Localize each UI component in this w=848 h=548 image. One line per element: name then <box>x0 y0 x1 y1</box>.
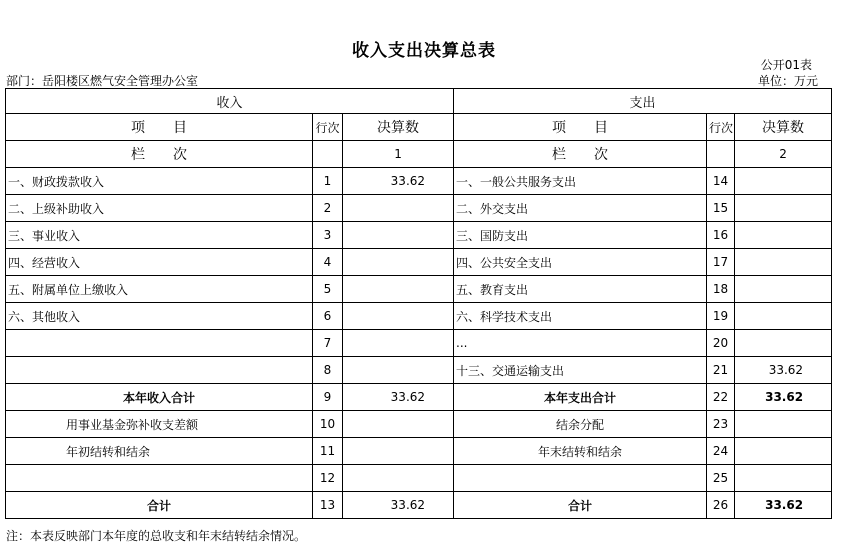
expense-item: 二、外交支出 <box>454 195 707 222</box>
income-item-header: 项 目 <box>6 114 313 141</box>
expense-section-header: 支出 <box>454 89 832 114</box>
footnote: 注：本表反映部门本年度的总收支和年末结转结余情况。 <box>6 529 307 543</box>
expense-amount: 33.62 <box>735 357 832 384</box>
expense-line-no: 25 <box>707 465 735 492</box>
expense-line-no: 23 <box>707 411 735 438</box>
expense-amount <box>735 303 832 330</box>
expense-item: 结余分配 <box>454 411 707 438</box>
income-amount <box>343 357 454 384</box>
expense-line-no: 16 <box>707 222 735 249</box>
expense-line-no: 26 <box>707 492 735 519</box>
income-line-no: 8 <box>313 357 343 384</box>
column-index-row <box>6 141 832 168</box>
income-item: 二、上级补助收入 <box>6 195 313 222</box>
income-amount-header: 决算数 <box>343 114 454 141</box>
income-item <box>6 357 313 384</box>
expense-annual-total-label: 本年支出合计 <box>454 384 707 411</box>
income-grand-total-amount: 33.62 <box>343 492 454 519</box>
expense-line-no: 21 <box>707 357 735 384</box>
income-item <box>6 330 313 357</box>
annual-total-row <box>6 384 832 411</box>
expense-item: 一、一般公共服务支出 <box>454 168 707 195</box>
table-row <box>6 438 832 465</box>
expense-item: ... <box>454 330 707 357</box>
expense-amount <box>735 249 832 276</box>
table-row <box>6 222 832 249</box>
unit-label: 单位：万元 <box>757 74 818 88</box>
income-line-no: 12 <box>313 465 343 492</box>
expense-item-header: 项 目 <box>454 114 707 141</box>
expense-item: 六、科学技术支出 <box>454 303 707 330</box>
expense-line-no: 20 <box>707 330 735 357</box>
income-line-no: 4 <box>313 249 343 276</box>
expense-item <box>454 465 707 492</box>
expense-amount <box>735 438 832 465</box>
table-row <box>6 411 832 438</box>
income-amount <box>343 465 454 492</box>
income-annual-total-label: 本年收入合计 <box>6 384 313 411</box>
form-number: 公开01表 <box>760 58 812 72</box>
expense-grand-total-label: 合计 <box>454 492 707 519</box>
column-header-row <box>6 114 832 141</box>
expense-line-no: 15 <box>707 195 735 222</box>
income-amount <box>343 195 454 222</box>
income-column-label: 栏 次 <box>6 141 313 168</box>
income-line-no: 13 <box>313 492 343 519</box>
income-amount <box>343 222 454 249</box>
expense-amount <box>735 195 832 222</box>
income-amount <box>343 249 454 276</box>
income-item: 一、财政拨款收入 <box>6 168 313 195</box>
income-expense-table <box>5 88 832 519</box>
income-line-no: 5 <box>313 276 343 303</box>
expense-amount <box>735 168 832 195</box>
income-line-no: 6 <box>313 303 343 330</box>
income-line-no: 11 <box>313 438 343 465</box>
department-label: 部门：岳阳楼区燃气安全管理办公室 <box>6 74 199 88</box>
income-amount <box>343 330 454 357</box>
expense-item: 三、国防支出 <box>454 222 707 249</box>
income-line-no: 2 <box>313 195 343 222</box>
expense-line-no: 17 <box>707 249 735 276</box>
expense-amount <box>735 222 832 249</box>
income-line-no-header: 行次 <box>313 114 343 141</box>
expense-line-no: 18 <box>707 276 735 303</box>
table-row <box>6 303 832 330</box>
income-item: 六、其他收入 <box>6 303 313 330</box>
income-item: 四、经营收入 <box>6 249 313 276</box>
expense-column-blank <box>707 141 735 168</box>
income-annual-total-amount: 33.62 <box>343 384 454 411</box>
section-header-row <box>6 89 832 114</box>
income-amount <box>343 276 454 303</box>
expense-amount <box>735 411 832 438</box>
table-row <box>6 276 832 303</box>
report-title: 收入支出决算总表 <box>352 41 496 61</box>
expense-line-no: 24 <box>707 438 735 465</box>
income-line-no: 3 <box>313 222 343 249</box>
expense-line-no-header: 行次 <box>707 114 735 141</box>
income-item <box>6 465 313 492</box>
expense-amount <box>735 465 832 492</box>
table-row <box>6 465 832 492</box>
income-line-no: 1 <box>313 168 343 195</box>
expense-item: 五、教育支出 <box>454 276 707 303</box>
grand-total-row <box>6 492 832 519</box>
table-row <box>6 195 832 222</box>
table-row <box>6 168 832 195</box>
table-row <box>6 330 832 357</box>
income-grand-total-label: 合计 <box>6 492 313 519</box>
income-amount: 33.62 <box>343 168 454 195</box>
income-line-no: 7 <box>313 330 343 357</box>
expense-item: 年末结转和结余 <box>454 438 707 465</box>
income-amount <box>343 438 454 465</box>
expense-line-no: 22 <box>707 384 735 411</box>
table-row <box>6 357 832 384</box>
expense-amount-header: 决算数 <box>735 114 832 141</box>
table-row <box>6 249 832 276</box>
income-column-number: 1 <box>343 141 454 168</box>
expense-annual-total-amount: 33.62 <box>735 384 832 411</box>
expense-item: 十三、交通运输支出 <box>454 357 707 384</box>
income-line-no: 10 <box>313 411 343 438</box>
income-item: 年初结转和结余 <box>6 438 313 465</box>
expense-item: 四、公共安全支出 <box>454 249 707 276</box>
income-item: 五、附属单位上缴收入 <box>6 276 313 303</box>
expense-line-no: 14 <box>707 168 735 195</box>
expense-amount <box>735 276 832 303</box>
income-line-no: 9 <box>313 384 343 411</box>
expense-line-no: 19 <box>707 303 735 330</box>
income-amount <box>343 411 454 438</box>
income-item: 三、事业收入 <box>6 222 313 249</box>
income-amount <box>343 303 454 330</box>
expense-grand-total-amount: 33.62 <box>735 492 832 519</box>
income-item: 用事业基金弥补收支差额 <box>6 411 313 438</box>
expense-column-label: 栏 次 <box>454 141 707 168</box>
expense-column-number: 2 <box>735 141 832 168</box>
income-section-header: 收入 <box>6 89 454 114</box>
expense-amount <box>735 330 832 357</box>
income-column-blank <box>313 141 343 168</box>
